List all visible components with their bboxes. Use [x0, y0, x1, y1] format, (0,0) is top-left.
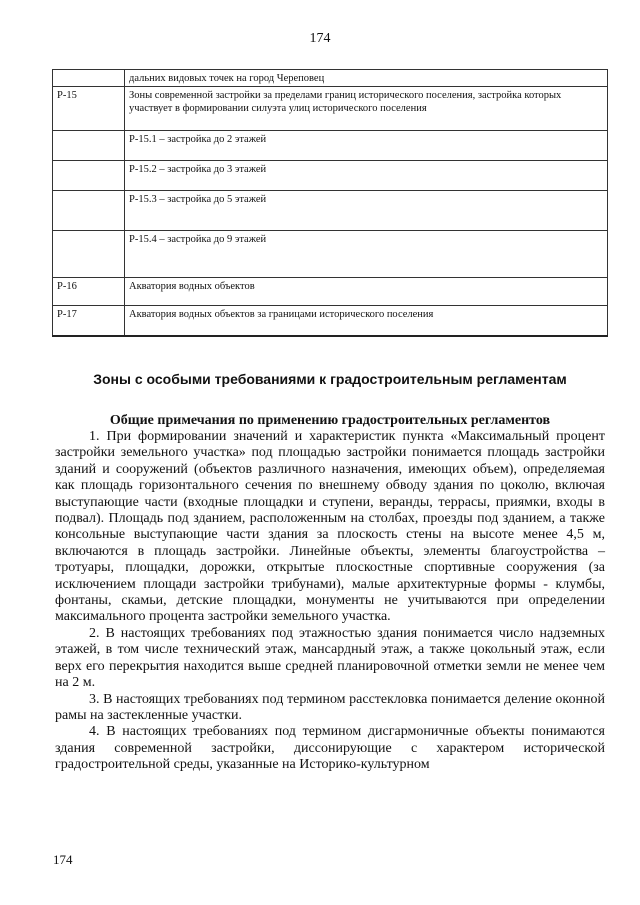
table-cell-description: Р-15.4 – застройка до 9 этажей [125, 231, 608, 278]
table-cell-description: Р-15.1 – застройка до 2 этажей [125, 131, 608, 161]
table-cell-description: Акватория водных объектов [125, 278, 608, 306]
table-row [53, 231, 608, 278]
paragraph: 4. В настоящих требованиях под термином дисгармоничные объекты понимаются здания современной застройки, диссонирующие с характером исторической градостроительной среды, указанные на Историко-культурном [55, 724, 605, 773]
table-row [53, 191, 608, 231]
paragraph: 3. В настоящих требованиях под термином расстекловка понимается деление оконной рамы на застекленные участки. [55, 691, 605, 723]
page-number-bottom: 174 [53, 852, 73, 867]
table-cell-code [53, 191, 125, 231]
table-row [53, 306, 608, 336]
table-cell-description: Зоны современной застройки за пределами границ исторического поселения, застройка которых участвует в формировании силуэта улиц исторического поселения [125, 87, 608, 131]
page-number-top: 174 [309, 31, 331, 46]
table-cell-description: Акватория водных объектов за границами исторического поселения [125, 306, 608, 336]
table-cell-code [53, 161, 125, 191]
table-cell-code: Р-16 [53, 278, 125, 306]
table-cell-description: Р-15.3 – застройка до 5 этажей [125, 191, 608, 231]
table-cell-code [53, 131, 125, 161]
zones-table [52, 69, 608, 337]
table-row [53, 131, 608, 161]
paragraph: 2. В настоящих требованиях под этажностью здания понимается число надземных этажей, в том числе технический этаж, мансардный этаж, а также цокольный этаж, если верх его перекрытия находится выше средней планировочной отметки земли не менее чем на 2 м. [55, 625, 605, 691]
table-row [53, 278, 608, 306]
table-cell-code [53, 70, 125, 87]
table-row [53, 87, 608, 131]
table-row [53, 161, 608, 191]
table-cell-code: Р-15 [53, 87, 125, 131]
section-title: Зоны с особыми требованиями к градостроительным регламентам [93, 371, 567, 387]
table-cell-code [53, 231, 125, 278]
table-row [53, 70, 608, 87]
table-cell-description: дальних видовых точек на город Череповец [125, 70, 608, 87]
main-text [55, 371, 605, 774]
table-cell-code: Р-17 [53, 306, 125, 336]
section-subtitle: Общие примечания по применению градостроительных регламентов [109, 413, 551, 428]
paragraph: 1. При формировании значений и характеристик пункта «Максимальный процент застройки земельного участка» под площадью застройки понимается площадь застройки зданий и сооружений (объектов различного назначения, имеющих объем), определяемая как площадь горизонтального сечения по внешнему обводу здания по цоколю, включая выступающие части (входные площадки и ступени, веранды, террасы, приямки, входы в подвал). Площадь под зданием, расположенным на столбах, проезды под зданием, а также консольные выступающие части здания за плоскость стены на высоте менее 4,5 м, включаются в площадь застройки. Линейные объекты, элементы благоустройства – тротуары, площадки, дорожки, открытые плоскостные спортивные сооружения (за исключением площади застройки трибунами), малые архитектурные формы - клумбы, фонтаны, скамьи, детские площадки, монументы не учитываются при определении максимального процента застройки земельного участка. [55, 429, 605, 625]
table-cell-description: Р-15.2 – застройка до 3 этажей [125, 161, 608, 191]
